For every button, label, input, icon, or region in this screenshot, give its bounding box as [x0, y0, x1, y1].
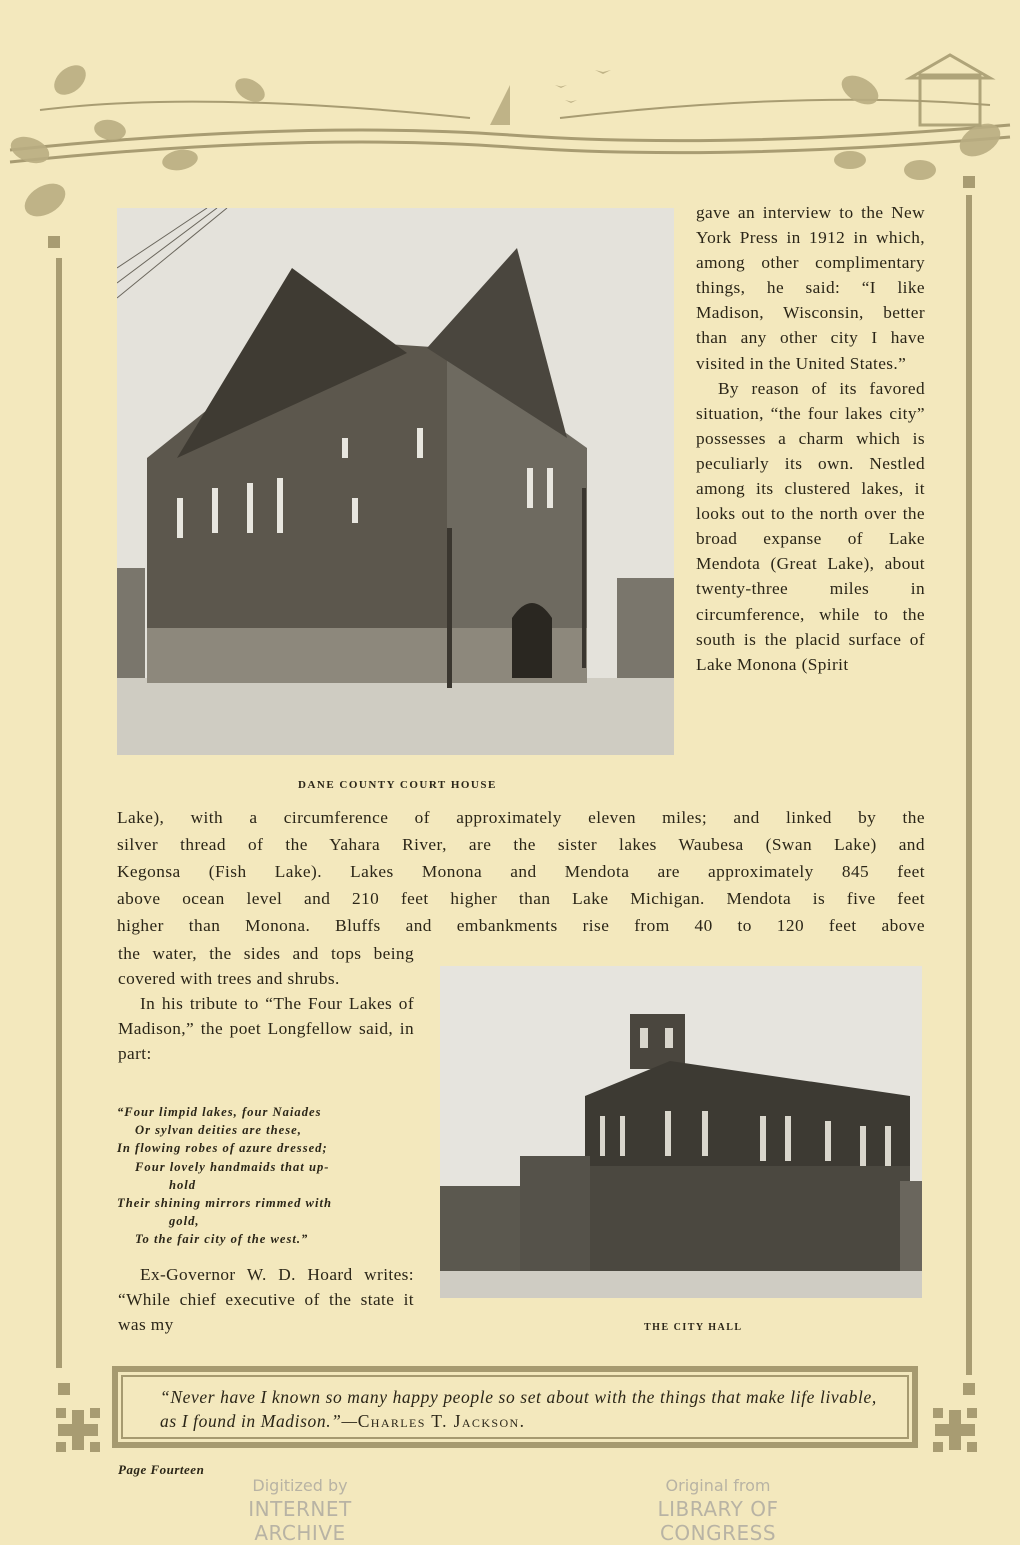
text-line: higher than Monona. Bluffs and embankments rise from 40 to 120 feet above — [117, 916, 925, 935]
poem-line: hold — [169, 1177, 197, 1192]
city-hall-caption: THE CITY HALL — [644, 1322, 743, 1333]
poem-line: Four lovely handmaids that up- — [135, 1159, 330, 1174]
paragraph: In his tribute to “The Four Lakes of Madison,” the poet Longfellow said, in part: — [118, 994, 414, 1064]
longfellow-poem — [117, 1103, 417, 1249]
court-house-photo — [117, 208, 674, 755]
text-line: Lake), with a circumference of approximately eleven miles; and linked by the — [117, 808, 925, 827]
poem-line: gold, — [169, 1214, 200, 1229]
court-house-illustration — [117, 208, 674, 755]
paragraph: Ex-Governor W. D. Hoard writes: “While chief executive of the state it was my — [118, 1265, 414, 1335]
quote-author: Charles T. Jackson. — [357, 1411, 526, 1431]
poem-line: Or sylvan deities are these, — [135, 1123, 302, 1138]
paragraph: By reason of its favored situation, “the four lakes city” possesses a charm which is peculiarly its own. Nestled among its clustered lakes, it looks out to the north over the broad expanse of Lake Mendota (Great Lake), about twenty-three miles in circumference, while to the south is the placid surface of Lake Monona (Spirit — [696, 378, 925, 674]
paragraph: the water, the sides and tops being covered with trees and shrubs. — [118, 944, 414, 989]
paragraph: gave an interview to the New York Press in 1912 in which, among other complimentary things, he said: “I like Madison, Wisconsin, better than any other city I have visited in the United States.” — [696, 203, 925, 373]
left-column-text — [118, 941, 414, 1066]
court-house-caption: DANE COUNTY COURT HOUSE — [298, 779, 497, 791]
poem-line: “Four limpid lakes, four Naiades — [117, 1105, 322, 1119]
poem-line: Their shining mirrors rimmed with — [117, 1196, 332, 1211]
library-of-congress-watermark: Original from LIBRARY OF CONGRESS — [657, 1476, 779, 1545]
city-hall-photo — [440, 966, 922, 1298]
right-column-text — [696, 200, 925, 677]
jackson-quote — [160, 1385, 890, 1433]
poem-line: To the fair city of the west.” — [135, 1232, 309, 1247]
text-line: Kegonsa (Fish Lake). Lakes Monona and Mendota are approximately 845 feet — [117, 862, 925, 881]
internet-archive-watermark: Digitized by INTERNET ARCHIVE — [248, 1476, 352, 1545]
quote-dash: — — [341, 1411, 358, 1431]
full-width-text — [117, 804, 925, 939]
text-line: silver thread of the Yahara River, are the sister lakes Waubesa (Swan Lake) and — [117, 835, 925, 854]
city-hall-illustration — [440, 966, 922, 1298]
poem-line: In flowing robes of azure dressed; — [117, 1141, 328, 1156]
text-line: above ocean level and 210 feet higher than Lake Michigan. Mendota is five feet — [117, 889, 925, 908]
left-column-text-bottom — [118, 1262, 414, 1337]
quote-text: “Never have I known so many happy people so set about with the things that make life livable, as I found in Madison.” — [160, 1387, 877, 1431]
page-number: Page Fourteen — [118, 1462, 205, 1477]
